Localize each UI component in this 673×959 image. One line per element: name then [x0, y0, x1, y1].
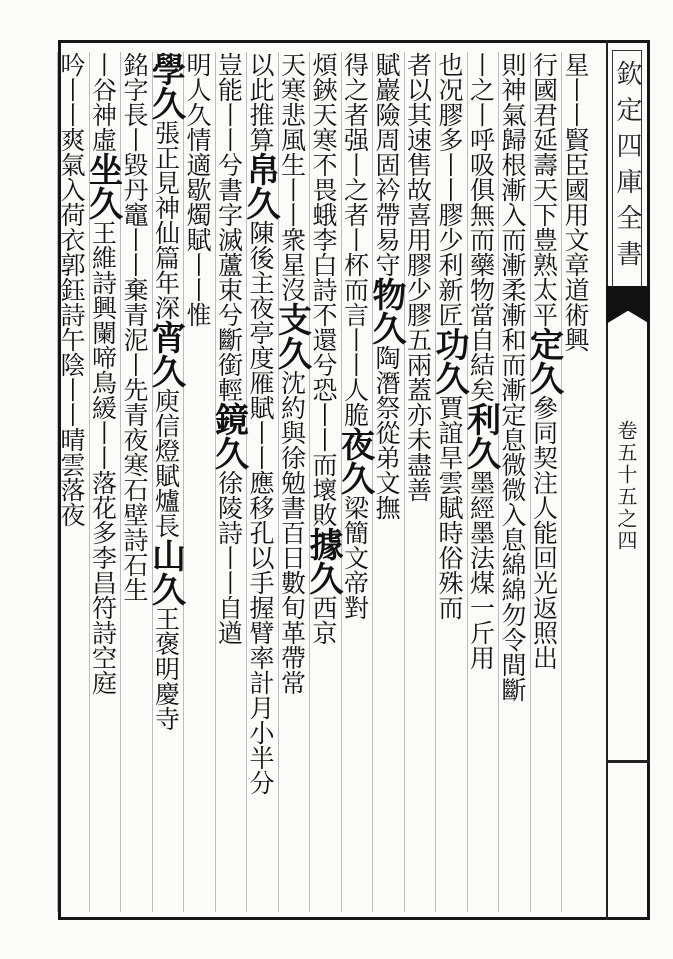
text-segment: 張正見神仙篇年深: [151, 120, 181, 320]
text-segment: 賈誼旱雲賦時俗殊而: [435, 395, 464, 620]
text-segment: 墨經墨法煤一斤用: [466, 470, 496, 670]
text-column: [497, 52, 527, 912]
text-column: [560, 52, 590, 912]
text-segment: 兮書字滅蘆束兮斷銜輕: [214, 152, 244, 402]
text-segment: 毀丹竈丨丨棄青泥: [120, 152, 149, 352]
text-column: [366, 52, 406, 912]
text-column: [303, 52, 343, 912]
text-column: [334, 52, 375, 912]
book-title: 欽定四庫全書: [612, 60, 642, 276]
text-segment: 者以其速售故喜用膠少: [403, 52, 433, 302]
text-segment: 王維詩興闌啼鳥緩丨丨落花多李昌符詩空庭: [88, 220, 118, 695]
entry-headword: 功久: [429, 327, 469, 395]
text-segment: 庾信燈賦爐長: [151, 388, 181, 538]
text-segment: 王褒明慶寺: [151, 606, 181, 731]
entry-headword: 據久: [303, 527, 343, 595]
text-segment: 沈約與徐勉書百日數旬革帶常: [277, 370, 307, 695]
entry-headword: 利久: [460, 402, 501, 470]
volume-label: 卷五十五之四: [614, 420, 638, 552]
text-segment: 徐陵詩丨丨自遒: [214, 470, 244, 645]
text-segment: 以此推算: [246, 52, 275, 152]
text-column: [271, 52, 312, 912]
text-segment: 應移孔以手握臂率計月小半分: [246, 470, 275, 795]
text-column: [403, 52, 433, 912]
text-segment: 豈能丨丨: [214, 52, 244, 152]
text-segment: 得之者强丨之者丨: [340, 52, 370, 252]
entry-headword: 坐久: [82, 152, 123, 220]
text-segment: 梁簡文帝對: [340, 495, 370, 620]
text-segment: 膠五兩蓋亦未盡善: [403, 302, 433, 502]
text-column: [523, 52, 564, 912]
text-segment: 不還兮恐丨丨而壞敗: [309, 302, 338, 527]
text-segment: 煩鋏天寒不畏蛾李白詩: [309, 52, 338, 302]
text-segment: 西京: [309, 595, 338, 645]
entry-headword: 學久: [145, 52, 186, 120]
text-column: [56, 52, 86, 912]
text-column: [119, 52, 149, 912]
entry-headword: 帛久: [240, 152, 280, 220]
text-segment: 行國君延壽天下豊熟太平: [529, 52, 559, 327]
text-segment: 則神氣歸根漸入而漸柔漸和而漸定: [498, 52, 527, 427]
text-column: [82, 52, 123, 912]
text-segment: 息微微入息綿綿勿令間斷: [498, 427, 527, 702]
text-segment: 參同契注人能回光返照出: [529, 395, 559, 670]
entry-headword: 支久: [271, 302, 312, 370]
text-segment: 賦巖險周固衿帶易守: [372, 52, 401, 277]
margin-divider: [606, 760, 650, 763]
entry-headword: 宵久: [145, 320, 186, 388]
text-column: [240, 52, 280, 912]
text-segment: 丨谷神虛: [88, 52, 118, 152]
text-segment: 星丨丨賢臣國用文章道術興: [561, 52, 590, 352]
text-column: [208, 52, 249, 912]
text-column: [182, 52, 212, 912]
entry-headword: 定久: [523, 327, 564, 395]
text-column: [429, 52, 469, 912]
text-segment: 丨之丨呼吸俱無而藥物當自結矣: [466, 52, 496, 402]
text-segment: 燭賦丨丨惟: [183, 202, 212, 327]
text-segment: 杯而言丨丨人脆: [340, 252, 370, 427]
entry-headword: 鏡久: [208, 402, 249, 470]
text-segment: 銘字長丨: [120, 52, 149, 152]
text-column: [145, 52, 186, 912]
text-segment: 天寒悲風生丨丨衆星沒: [277, 52, 307, 302]
text-segment: 丨先青夜寒: [120, 352, 149, 477]
entry-headword: 山久: [145, 538, 186, 606]
text-column: [460, 52, 501, 912]
text-segment: 陳後主夜亭度雁賦丨丨: [246, 220, 275, 470]
entry-headword: 物久: [366, 277, 406, 345]
entry-headword: 夜久: [334, 427, 375, 495]
text-segment: 吟丨丨爽氣入荷衣郭鈺詩午陰丨丨晴雲落夜: [57, 52, 86, 527]
text-segment: 陶潛祭從弟文撫: [372, 345, 401, 520]
text-segment: 明人久情適歇: [183, 52, 212, 202]
text-segment: 石壁詩石生: [120, 477, 149, 602]
text-segment: 也况膠多丨丨膠少利新匠: [435, 52, 464, 327]
